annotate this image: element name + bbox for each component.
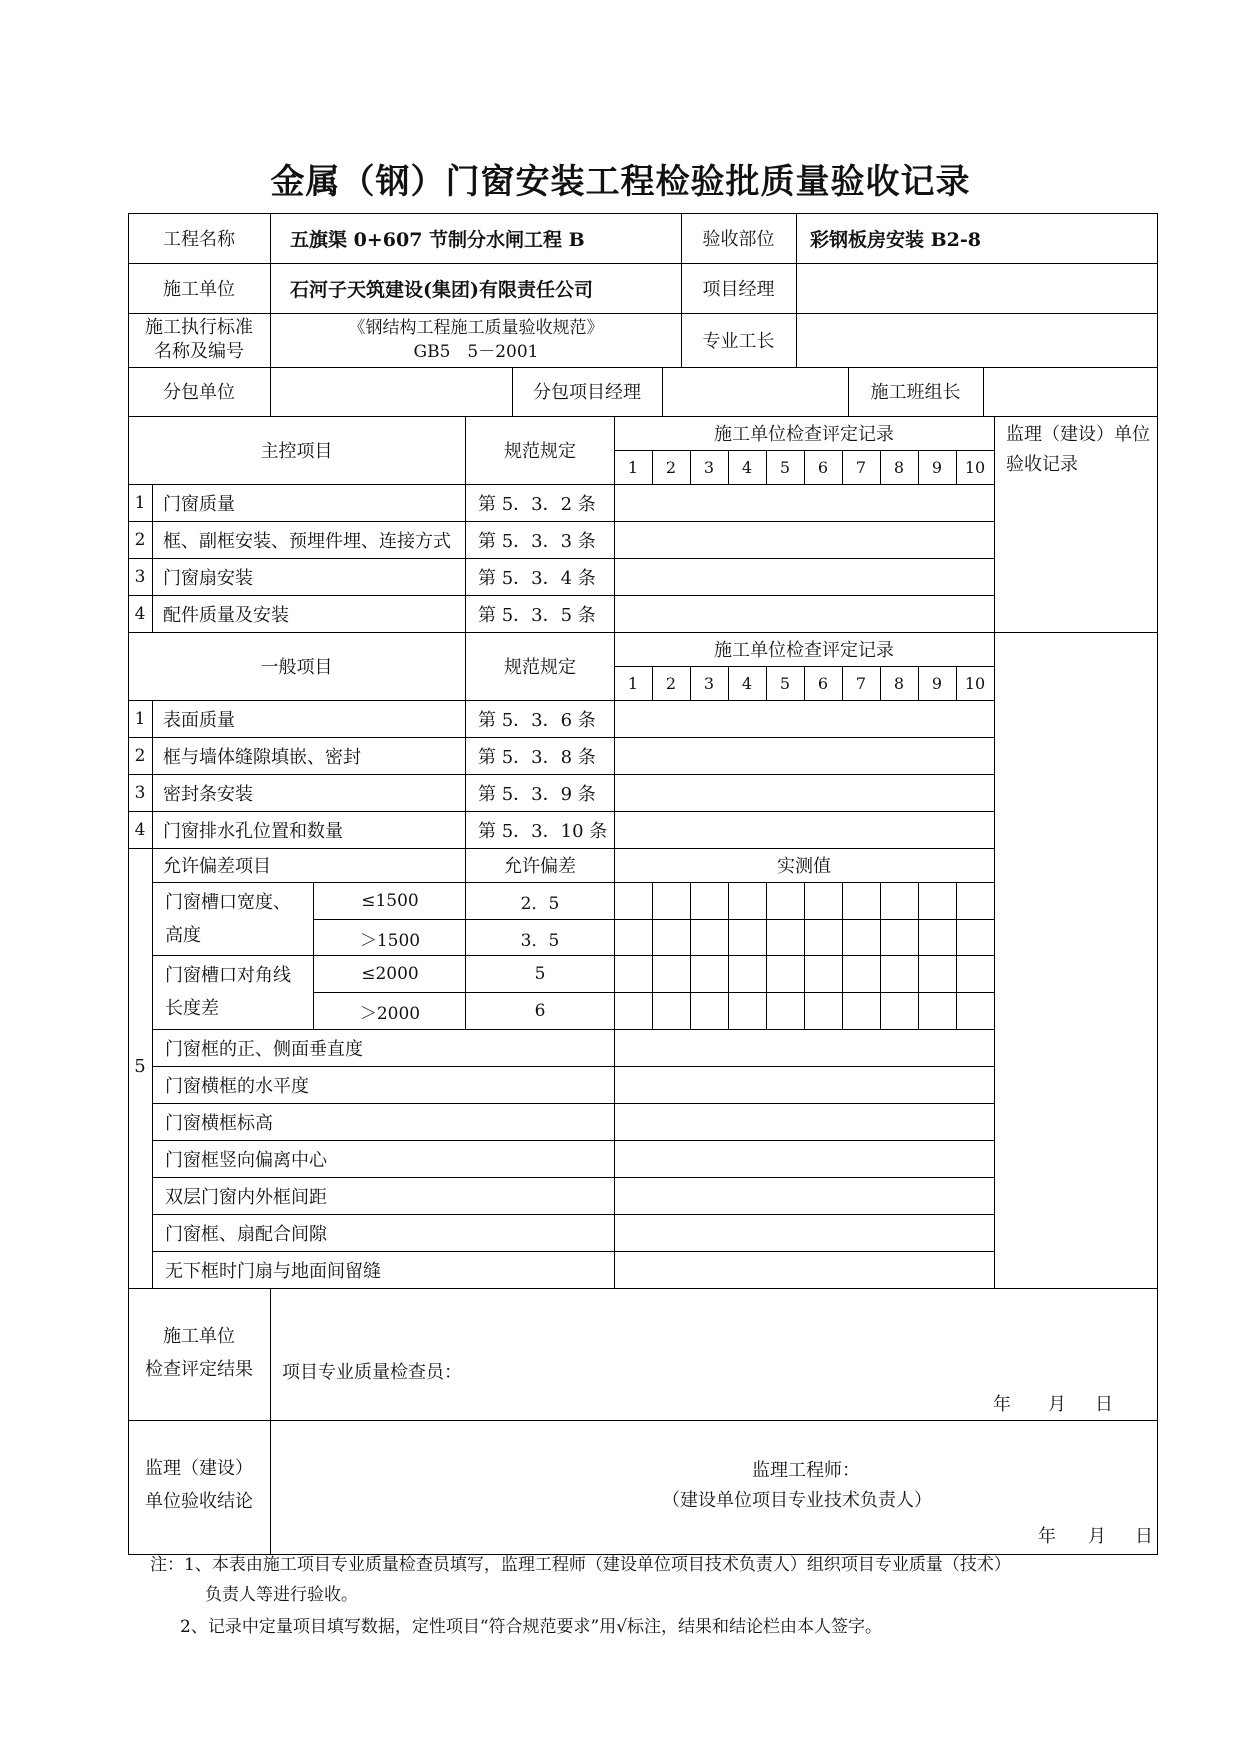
v-rule	[313, 882, 314, 1030]
main-record-header: 施工单位检查评定记录	[714, 424, 894, 445]
v-rule	[690, 882, 691, 1030]
column-number-8: 8	[893, 673, 905, 693]
v-rule	[918, 450, 919, 485]
main-items-header: 主控项目	[260, 441, 333, 462]
column-number-10: 10	[964, 457, 986, 477]
deviation-item: 无下框时门扇与地面间留缝	[165, 1260, 381, 1282]
column-number-8: 8	[893, 457, 905, 477]
deviation-header: 允许偏差项目	[163, 856, 271, 877]
width-tol-2: 3．5	[520, 930, 560, 951]
main-item-spec: 第 5．3．4 条	[478, 567, 596, 589]
v-rule	[152, 700, 153, 1289]
v-rule	[848, 367, 849, 417]
main-item-spec: 第 5．3．5 条	[478, 604, 596, 626]
general-item-name: 表面质量	[163, 709, 235, 731]
h-rule	[128, 521, 995, 522]
tolerance-header: 允许偏差	[504, 856, 576, 877]
h-rule	[128, 367, 1158, 368]
deviation-item: 门窗横框标高	[165, 1112, 273, 1134]
foreman-label: 专业工长	[702, 331, 775, 352]
h-rule	[128, 811, 995, 812]
v-rule	[918, 882, 919, 1030]
deviation-item: 门窗框、扇配合间隙	[165, 1223, 327, 1245]
v-rule	[983, 367, 984, 417]
column-number-6: 6	[817, 457, 829, 477]
table-bottom	[128, 1554, 1158, 1555]
column-number-5: 5	[779, 457, 791, 477]
page-title: 金属（钢）门窗安装工程检验批质量验收记录	[270, 162, 971, 202]
general-item-number: 4	[134, 819, 146, 840]
column-number-9: 9	[931, 457, 943, 477]
conclusion-year: 年	[1038, 1526, 1056, 1547]
column-number-10: 10	[964, 673, 986, 693]
v-rule	[652, 450, 653, 485]
v-rule	[956, 666, 957, 701]
deviation-item: 双层门窗内外框间距	[165, 1186, 327, 1208]
v-rule	[652, 666, 653, 701]
standard-value	[271, 313, 681, 367]
column-number-7: 7	[855, 673, 867, 693]
h-rule	[313, 919, 995, 920]
main-item-name: 配件质量及安装	[163, 604, 289, 626]
h-rule	[128, 313, 1158, 314]
table-right	[1157, 213, 1158, 1555]
quality-inspector-label: 项目专业质量检查员：	[282, 1362, 462, 1383]
general-items-header: 一般项目	[260, 657, 333, 678]
v-rule	[880, 450, 881, 485]
h-rule	[152, 1066, 995, 1067]
column-number-4: 4	[741, 673, 753, 693]
main-item-name: 门窗质量	[163, 493, 235, 515]
accept-part-label: 验收部位	[702, 229, 775, 250]
width-cond-1: ≤1500	[361, 891, 419, 911]
column-number-6: 6	[817, 673, 829, 693]
width-tol-1: 2．5	[520, 893, 560, 914]
h-rule	[128, 595, 995, 596]
v-rule	[681, 213, 682, 368]
v-rule	[652, 882, 653, 1030]
general-item-number: 2	[134, 745, 146, 766]
v-rule	[662, 367, 663, 417]
conclusion-day: 日	[1135, 1526, 1153, 1547]
v-rule	[804, 882, 805, 1030]
h-rule	[128, 416, 1158, 417]
column-number-7: 7	[855, 457, 867, 477]
general-item-name: 框与墙体缝隙填嵌、密封	[163, 746, 361, 768]
h-rule	[128, 558, 995, 559]
width-height-label-line2: 高度	[165, 925, 201, 946]
column-number-1: 1	[627, 673, 639, 693]
main-item-name: 门窗扇安装	[163, 567, 253, 589]
column-number-4: 4	[741, 457, 753, 477]
v-rule	[690, 450, 691, 485]
item-5-number: 5	[134, 1055, 146, 1077]
h-rule	[128, 1420, 1158, 1421]
v-rule	[512, 367, 513, 417]
v-rule	[796, 213, 797, 368]
result-year: 年	[993, 1394, 1011, 1415]
column-number-2: 2	[665, 673, 677, 693]
sub-label: 分包单位	[163, 382, 235, 403]
h-rule	[128, 848, 995, 849]
h-rule	[152, 1177, 995, 1178]
h-rule	[152, 1103, 995, 1104]
main-item-spec: 第 5．3．2 条	[478, 493, 596, 515]
standard-name: 《钢结构工程施工质量验收规范》	[348, 318, 604, 338]
conclusion-month: 月	[1088, 1526, 1106, 1547]
v-rule	[614, 632, 615, 1289]
h-rule	[152, 882, 995, 883]
table-top	[128, 213, 1158, 214]
v-rule	[766, 666, 767, 701]
diag-tol-1: 5	[534, 964, 546, 984]
v-rule	[270, 213, 271, 368]
v-rule	[842, 666, 843, 701]
result-day: 日	[1095, 1394, 1113, 1415]
main-item-spec: 第 5．3．3 条	[478, 530, 596, 552]
column-number-1: 1	[627, 457, 639, 477]
v-rule	[465, 416, 466, 633]
standard-label-line1: 施工执行标准	[145, 317, 253, 338]
main-item-number: 2	[134, 529, 146, 550]
v-rule	[614, 416, 615, 633]
v-rule	[880, 666, 881, 701]
deviation-item: 门窗框竖向偏离中心	[165, 1149, 327, 1171]
general-item-spec: 第 5．3．8 条	[478, 746, 596, 768]
v-rule	[842, 882, 843, 1030]
main-item-number: 4	[134, 603, 146, 624]
table-left	[128, 213, 129, 1555]
supervisor-header-line2: 验收记录	[1006, 454, 1078, 475]
standard-label-line2: 名称及编号	[154, 341, 244, 362]
v-rule	[956, 450, 957, 485]
project-name-value: 五旗渠 0+607 节制分水闸工程 B	[290, 228, 585, 251]
conclusion-label-line2: 单位验收结论	[145, 1491, 253, 1512]
v-rule	[766, 450, 767, 485]
main-item-name: 框、副框安装、预埋件埋、连接方式	[163, 530, 451, 552]
v-rule	[804, 450, 805, 485]
result-label-line2: 检查评定结果	[145, 1359, 253, 1380]
h-rule	[128, 737, 995, 738]
supervisor-header	[1000, 420, 1155, 482]
general-item-spec: 第 5．3．6 条	[478, 709, 596, 731]
v-rule	[956, 882, 957, 1030]
note-2: 2、记录中定量项目填写数据，定性项目“符合规范要求”用√标注，结果和结论栏由本人签字。	[180, 1617, 883, 1637]
column-number-3: 3	[703, 457, 715, 477]
v-rule	[842, 450, 843, 485]
v-rule	[918, 666, 919, 701]
result-label-line1: 施工单位	[163, 1326, 235, 1347]
h-rule	[152, 1029, 995, 1030]
general-item-number: 3	[134, 782, 146, 803]
general-item-spec: 第 5．3．10 条	[478, 820, 608, 842]
diagonal-label-line2: 长度差	[165, 998, 219, 1019]
h-rule	[152, 1251, 995, 1252]
general-spec-header: 规范规定	[504, 657, 576, 678]
h-rule	[128, 700, 995, 701]
h-rule	[152, 955, 995, 956]
general-item-name: 密封条安装	[163, 783, 253, 805]
result-label	[128, 1320, 270, 1386]
result-month: 月	[1048, 1394, 1066, 1415]
general-item-name: 门窗排水孔位置和数量	[163, 820, 343, 842]
main-item-number: 1	[134, 492, 146, 513]
sub-pm-label: 分包项目经理	[533, 382, 641, 403]
v-rule	[880, 882, 881, 1030]
note-1-line1: 注：1、本表由施工项目专业质量检查员填写，监理工程师（建设单位项目技术负责人）组织项目专业质量（技术）	[150, 1555, 1011, 1575]
contractor-value: 石河子天筑建设(集团)有限责任公司	[290, 278, 593, 301]
v-rule	[728, 666, 729, 701]
measured-header: 实测值	[777, 856, 831, 877]
team-leader-label: 施工班组长	[870, 382, 961, 403]
column-number-3: 3	[703, 673, 715, 693]
column-number-2: 2	[665, 457, 677, 477]
note-1-line2: 负责人等进行验收。	[205, 1585, 358, 1605]
width-cond-2: ＞1500	[359, 930, 421, 951]
v-rule	[766, 882, 767, 1030]
deviation-item: 门窗横框的水平度	[165, 1075, 309, 1097]
project-name-label: 工程名称	[163, 229, 235, 250]
h-rule	[128, 484, 995, 485]
h-rule	[128, 774, 995, 775]
diag-cond-2: ＞2000	[359, 1003, 421, 1024]
v-rule	[465, 632, 466, 1030]
general-record-header: 施工单位检查评定记录	[714, 640, 894, 661]
v-rule	[804, 666, 805, 701]
h-rule	[128, 632, 1158, 633]
general-item-number: 1	[134, 708, 146, 729]
h-rule	[128, 1288, 1158, 1289]
main-item-number: 3	[134, 566, 146, 587]
diagonal-label-line1: 门窗槽口对角线	[165, 965, 291, 986]
v-rule	[270, 1288, 271, 1555]
v-rule	[728, 882, 729, 1030]
supervising-engineer-label: 监理工程师：	[752, 1460, 860, 1481]
deviation-item: 门窗框的正、侧面垂直度	[165, 1038, 363, 1060]
owner-tech-lead-label: （建设单位项目专业技术负责人）	[662, 1490, 932, 1511]
contractor-label: 施工单位	[163, 279, 235, 300]
standard-code: GB5 5－2001	[413, 342, 539, 362]
diagonal-label	[153, 956, 313, 1028]
width-height-label	[153, 883, 313, 955]
main-spec-header: 规范规定	[504, 441, 576, 462]
h-rule	[152, 1140, 995, 1141]
supervisor-header-line1: 监理（建设）单位	[1006, 424, 1150, 445]
width-height-label-line1: 门窗槽口宽度、	[165, 892, 291, 913]
pm-label: 项目经理	[702, 279, 775, 300]
column-number-5: 5	[779, 673, 791, 693]
general-item-spec: 第 5．3．9 条	[478, 783, 596, 805]
v-rule	[728, 450, 729, 485]
conclusion-label-line1: 监理（建设）	[145, 1458, 253, 1479]
h-rule	[313, 992, 995, 993]
conclusion-label	[128, 1452, 270, 1518]
diag-tol-2: 6	[534, 1001, 546, 1021]
v-rule	[994, 416, 995, 1289]
diag-cond-1: ≤2000	[361, 964, 419, 984]
standard-label	[128, 313, 270, 367]
h-rule	[152, 1214, 995, 1215]
accept-part-value: 彩钢板房安装 B2-8	[810, 228, 982, 251]
h-rule	[128, 263, 1158, 264]
v-rule	[270, 367, 271, 417]
column-number-9: 9	[931, 673, 943, 693]
v-rule	[690, 666, 691, 701]
